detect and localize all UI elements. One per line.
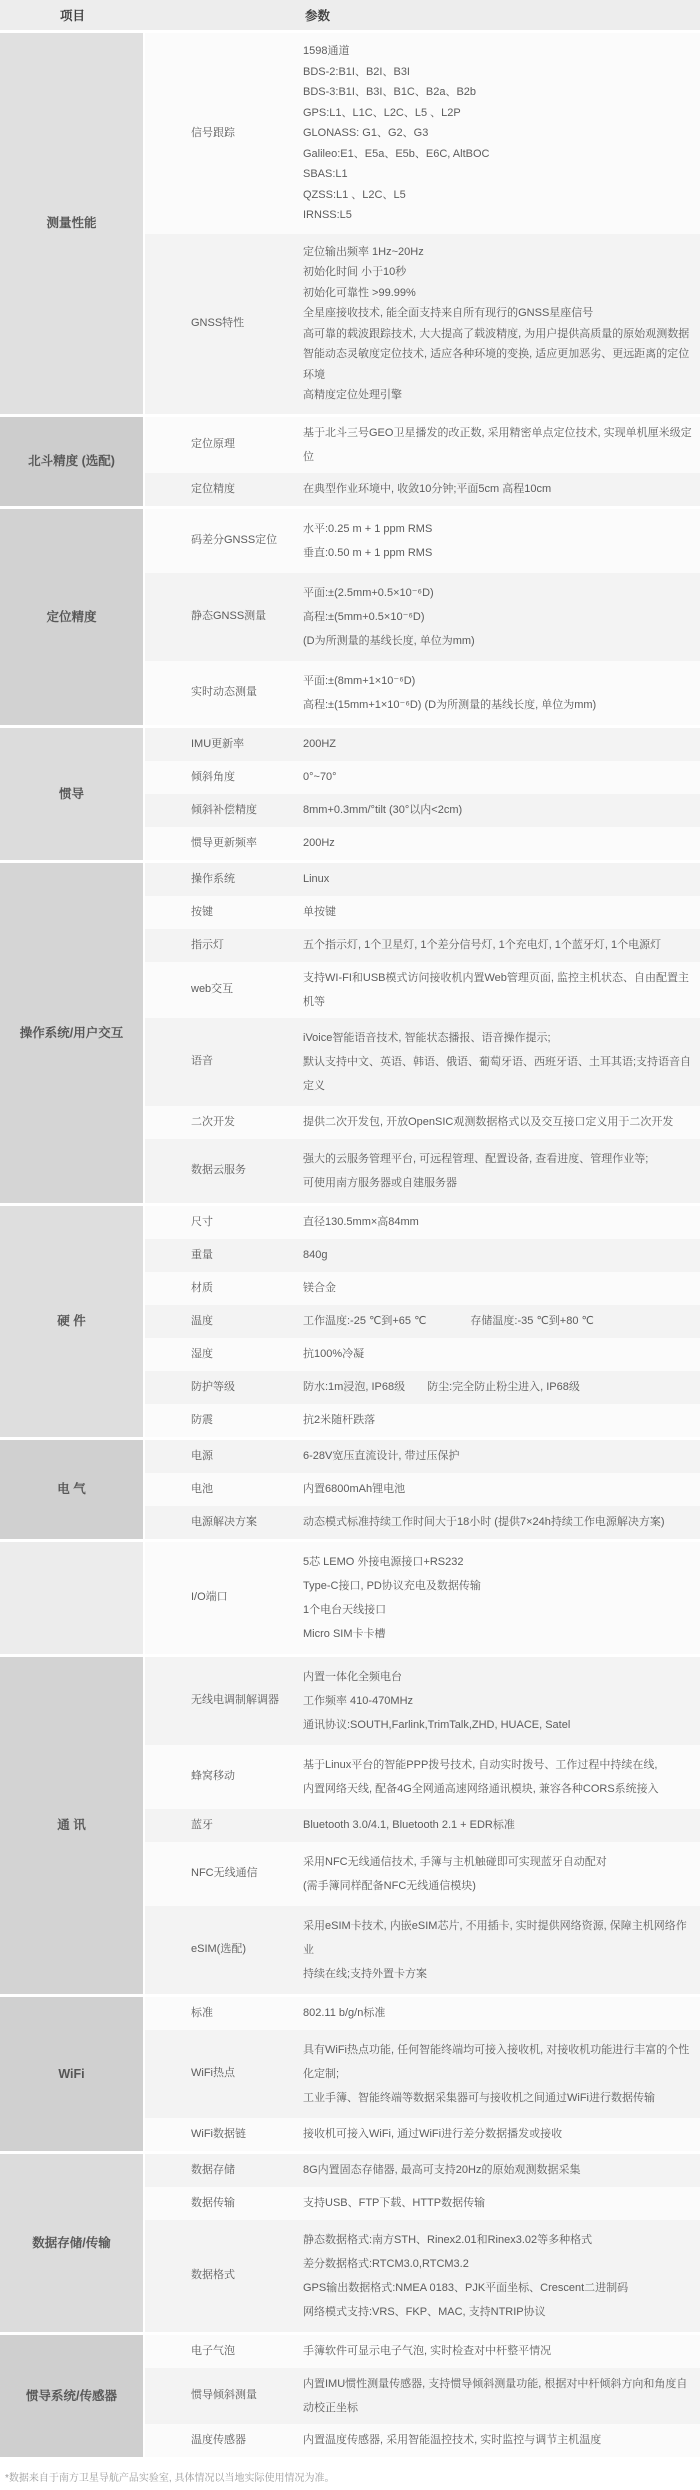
spec-row xyxy=(145,2424,700,2457)
section-rows xyxy=(145,2154,700,2332)
value-line: 持续在线;支持外置卡方案 xyxy=(303,1967,428,1980)
param-value xyxy=(303,962,700,1018)
value-line: 防水:1m浸泡, IP68级 防尘:完全防止粉尘进入, IP68级 xyxy=(303,1381,580,1393)
value-line: 工作温度:-25 ℃到+65 ℃ 存储温度:-35 ℃到+80 ℃ xyxy=(303,1315,594,1327)
spec-row xyxy=(145,1473,700,1506)
spec-section xyxy=(0,1206,700,1437)
spec-row xyxy=(145,2220,700,2332)
value-line: 全星座接收技术, 能全面支持来自所有现行的GNSS星座信号 xyxy=(303,307,594,319)
spec-row xyxy=(145,2368,700,2424)
value-line: 内置IMU惯性测量传感器, 支持惯导倾斜测量功能, 根据对中杆倾斜方向和角度自动校正坐标 xyxy=(303,2377,688,2414)
value-line: 高程:±(5mm+0.5×10⁻⁶D) xyxy=(303,610,425,623)
section-rows xyxy=(145,1542,700,1654)
value-line: 200Hz xyxy=(303,837,335,849)
spec-row xyxy=(145,234,700,414)
spec-section xyxy=(0,417,700,506)
param-value xyxy=(303,1139,700,1203)
value-line: (D为所测量的基线长度, 单位为mm) xyxy=(303,634,475,647)
spec-section xyxy=(0,1997,700,2151)
param-value xyxy=(303,728,700,761)
spec-row xyxy=(145,1745,700,1809)
param-name: 标准 xyxy=(191,2006,213,2019)
param-name: WiFi热点 xyxy=(191,2067,235,2079)
value-line: 可使用南方服务器或自建服务器 xyxy=(303,1176,457,1189)
spec-section xyxy=(0,728,700,860)
param-value xyxy=(303,509,700,573)
param-name: GNSS特性 xyxy=(191,317,245,329)
value-line: 静态数据格式:南方STH、Rinex2.01和Rinex3.02等多种格式 xyxy=(303,2233,593,2246)
param-name: 防震 xyxy=(191,1413,213,1426)
value-line: Bluetooth 3.0/4.1, Bluetooth 2.1 + EDR标准 xyxy=(303,1819,515,1831)
spec-row xyxy=(145,1404,700,1437)
spec-row xyxy=(145,794,700,827)
spec-row xyxy=(145,962,700,1018)
param-value xyxy=(303,573,700,661)
spec-row xyxy=(145,1657,700,1745)
section-rows xyxy=(145,728,700,860)
value-line: 水平:0.25 m + 1 ppm RMS xyxy=(303,522,433,535)
section-label: 硬 件 xyxy=(0,1206,143,1437)
param-name: 温度传感器 xyxy=(191,2433,246,2446)
value-line: 基于北斗三号GEO卫星播发的改正数, 采用精密单点定位技术, 实现单机厘米级定位 xyxy=(303,426,692,463)
value-line: 200HZ xyxy=(303,738,337,750)
spec-row xyxy=(145,1842,700,1906)
param-name: 材质 xyxy=(191,1281,213,1294)
value-line: BDS-3:B1I、B3I、B1C、B2a、B2b xyxy=(303,86,477,98)
value-line: 在典型作业环境中, 收敛10分钟;平面5cm 高程10cm xyxy=(303,483,552,495)
value-line: SBAS:L1 xyxy=(303,168,348,180)
value-line: 垂直:0.50 m + 1 ppm RMS xyxy=(303,546,433,559)
spec-row xyxy=(145,1239,700,1272)
spec-row xyxy=(145,573,700,661)
spec-row xyxy=(145,473,700,506)
param-value xyxy=(303,1272,700,1305)
param-name: 电源解决方案 xyxy=(191,1515,257,1528)
param-value xyxy=(303,1018,700,1106)
value-line: IRNSS:L5 xyxy=(303,209,352,221)
param-value xyxy=(303,1657,700,1745)
spec-row xyxy=(145,2154,700,2187)
spec-row xyxy=(145,661,700,725)
value-line: 平面:±(2.5mm+0.5×10⁻⁶D) xyxy=(303,586,434,599)
value-line: 高精度定位处理引擎 xyxy=(303,389,402,401)
spec-row xyxy=(145,1440,700,1473)
section-label: WiFi xyxy=(0,1997,143,2151)
param-value xyxy=(303,1809,700,1842)
spec-row xyxy=(145,417,700,473)
param-name: 操作系统 xyxy=(191,872,235,885)
section-label-empty xyxy=(0,1542,143,1654)
param-value xyxy=(303,1305,700,1338)
param-value xyxy=(303,827,700,860)
value-line: BDS-2:B1I、B2I、B3I xyxy=(303,65,410,78)
value-line: 网络模式支持:VRS、FKP、MAC, 支持NTRIP协议 xyxy=(303,2305,546,2318)
value-line: Linux xyxy=(303,873,330,885)
spec-row xyxy=(145,1139,700,1203)
value-line: 工业手簿、智能终端等数据采集器可与接收机之间通过WiFi进行数据传输 xyxy=(303,2091,655,2104)
value-line: 内置网络天线, 配备4G全网通高速网络通讯模块, 兼容各种CORS系统接入 xyxy=(303,1782,659,1795)
value-line: 支持WI-FI和USB模式访问接收机内置Web管理页面, 监控主机状态、自由配置主机等 xyxy=(303,971,690,1008)
spec-row xyxy=(145,1506,700,1539)
spec-section xyxy=(0,863,700,1203)
param-value xyxy=(303,1371,700,1404)
value-line: Galileo:E1、E5a、E5b、E6C, AltBOC xyxy=(303,147,490,160)
spec-row xyxy=(145,1997,700,2030)
param-name: web交互 xyxy=(191,983,234,995)
param-value xyxy=(303,234,700,414)
param-name: 湿度 xyxy=(191,1347,213,1360)
section-rows xyxy=(145,1997,700,2151)
section-label: 惯导 xyxy=(0,728,143,860)
param-name: 尺寸 xyxy=(191,1215,213,1228)
param-name: 无线电调制解调器 xyxy=(191,1694,279,1706)
value-line: 定位输出频率 1Hz~20Hz xyxy=(303,245,424,258)
param-value xyxy=(303,794,700,827)
param-value xyxy=(303,1239,700,1272)
value-line: Type-C接口, PD协议充电及数据传输 xyxy=(303,1579,481,1592)
param-value xyxy=(303,1206,700,1239)
section-label: 数据存储/传输 xyxy=(0,2154,143,2332)
param-name: 倾斜角度 xyxy=(191,770,235,783)
section-rows xyxy=(145,2335,700,2457)
param-value xyxy=(303,2368,700,2424)
spec-row xyxy=(145,2187,700,2220)
value-line: 0°~70° xyxy=(303,771,337,783)
header-param-column: 参数 xyxy=(305,9,331,23)
value-line: 提供二次开发包, 开放OpenSIC观测数据格式以及交互接口定义用于二次开发 xyxy=(303,1116,674,1128)
value-line: 高程:±(15mm+1×10⁻⁶D) (D为所测量的基线长度, 单位为mm) xyxy=(303,698,597,711)
param-value xyxy=(303,1404,700,1437)
param-name: 静态GNSS测量 xyxy=(191,610,267,622)
value-line: 内置6800mAh锂电池 xyxy=(303,1483,406,1495)
value-line: 智能动态灵敏度定位技术, 适应各种环境的变换, 适应更加恶劣、更远距离的定位环境 xyxy=(303,348,690,381)
value-line: 初始化时间 小于10秒 xyxy=(303,266,407,278)
value-line: 内置温度传感器, 采用智能温控技术, 实时监控与调节主机温度 xyxy=(303,2434,602,2446)
spec-section xyxy=(0,1542,700,1654)
param-value xyxy=(303,33,700,234)
value-line: 6-28V宽压直流设计, 带过压保护 xyxy=(303,1450,460,1462)
value-line: QZSS:L1 、L2C、L5 xyxy=(303,188,406,201)
param-value xyxy=(303,1506,700,1539)
param-value xyxy=(303,2335,700,2368)
value-line: (需手簿同样配备NFC无线通信模块) xyxy=(303,1879,476,1892)
value-line: iVoice智能语音技术, 智能状态播报、语音操作提示; xyxy=(303,1031,551,1044)
param-name: 数据传输 xyxy=(191,2196,235,2209)
spec-row xyxy=(145,2030,700,2118)
spec-section xyxy=(0,2335,700,2457)
param-name: 指示灯 xyxy=(191,938,224,951)
spec-row xyxy=(145,827,700,860)
section-rows xyxy=(145,33,700,414)
value-line: 差分数据格式:RTCM3.0,RTCM3.2 xyxy=(303,2257,469,2270)
param-name: 电源 xyxy=(191,1449,213,1462)
spec-row xyxy=(145,929,700,962)
param-name: 电子气泡 xyxy=(191,2344,235,2357)
section-label: 测量性能 xyxy=(0,33,143,414)
param-name: 惯导倾斜测量 xyxy=(191,2389,257,2401)
spec-row xyxy=(145,728,700,761)
param-name: 按键 xyxy=(191,905,213,918)
spec-section xyxy=(0,509,700,725)
param-value xyxy=(303,863,700,896)
param-value xyxy=(303,1338,700,1371)
param-value xyxy=(303,473,700,506)
param-name: 数据云服务 xyxy=(191,1164,246,1176)
param-name: 蜂窝移动 xyxy=(191,1770,235,1782)
value-line: 采用NFC无线通信技术, 手簿与主机触碰即可实现蓝牙自动配对 xyxy=(303,1855,607,1868)
section-rows xyxy=(145,1206,700,1437)
spec-section xyxy=(0,1440,700,1539)
param-name: 定位精度 xyxy=(191,482,235,495)
spec-row xyxy=(145,1106,700,1139)
param-value xyxy=(303,1745,700,1809)
param-name: IMU更新率 xyxy=(191,737,245,750)
spec-row xyxy=(145,761,700,794)
value-line: GPS:L1、L1C、L2C、L5 、L2P xyxy=(303,106,461,119)
param-value xyxy=(303,896,700,929)
spec-row xyxy=(145,509,700,573)
spec-table-body xyxy=(0,33,700,2457)
spec-row xyxy=(145,1018,700,1106)
param-value xyxy=(303,1842,700,1906)
param-name: WiFi数据链 xyxy=(191,2127,246,2140)
section-rows xyxy=(145,1440,700,1539)
param-name: 防护等级 xyxy=(191,1380,235,1393)
value-line: 动态模式标准持续工作时间大于18小时 (提供7×24h持续工作电源解决方案) xyxy=(303,1516,665,1528)
spec-row xyxy=(145,863,700,896)
value-line: 840g xyxy=(303,1249,328,1261)
param-name: 倾斜补偿精度 xyxy=(191,803,257,816)
param-value xyxy=(303,2118,700,2151)
value-line: 802.11 b/g/n标准 xyxy=(303,2007,386,2019)
param-value xyxy=(303,417,700,473)
section-label: 电 气 xyxy=(0,1440,143,1539)
value-line: 手簿软件可显示电子气泡, 实时检查对中杆整平情况 xyxy=(303,2345,552,2357)
value-line: 支持USB、FTP下载、HTTP数据传输 xyxy=(303,2197,486,2209)
section-label: 定位精度 xyxy=(0,509,143,725)
param-value xyxy=(303,2424,700,2457)
value-line: 具有WiFi热点功能, 任何智能终端均可接入接收机, 对接收机功能进行丰富的个性化定制; xyxy=(303,2043,690,2080)
value-line: 强大的云服务管理平台, 可远程管理、配置设备, 查看进度、管理作业等; xyxy=(303,1152,649,1165)
param-value xyxy=(303,2154,700,2187)
value-line: 平面:±(8mm+1×10⁻⁶D) xyxy=(303,674,416,687)
value-line: 通讯协议:SOUTH,Farlink,TrimTalk,ZHD, HUACE, Satel xyxy=(303,1718,571,1731)
param-name: 信号跟踪 xyxy=(191,126,235,139)
param-name: 温度 xyxy=(191,1314,213,1327)
value-line: 5芯 LEMO 外接电源接口+RS232 xyxy=(303,1555,464,1568)
value-line: 采用eSIM卡技术, 内嵌eSIM芯片, 不用插卡, 实时提供网络资源, 保障主机网络作业 xyxy=(303,1919,687,1956)
value-line: 抗100%冷凝 xyxy=(303,1348,365,1360)
param-value xyxy=(303,1906,700,1994)
param-value xyxy=(303,1997,700,2030)
spec-section xyxy=(0,2154,700,2332)
param-value xyxy=(303,1542,700,1654)
value-line: 抗2米随杆跌落 xyxy=(303,1414,376,1426)
value-line: 基于Linux平台的智能PPP拨号技术, 自动实时拨号、工作过程中持续在线, xyxy=(303,1758,658,1771)
header-item-column: 项目 xyxy=(59,9,85,23)
param-value xyxy=(303,2187,700,2220)
value-line: 镁合金 xyxy=(303,1282,336,1294)
value-line: GLONASS: G1、G2、G3 xyxy=(303,127,429,139)
param-name: 电池 xyxy=(191,1482,213,1495)
spec-row xyxy=(145,1371,700,1404)
value-line: 8mm+0.3mm/°tilt (30°以内<2cm) xyxy=(303,804,463,816)
param-name: 语音 xyxy=(191,1055,213,1067)
value-line: 接收机可接入WiFi, 通过WiFi进行差分数据播发或接收 xyxy=(303,2128,563,2140)
value-line: 工作频率 410-470MHz xyxy=(303,1694,414,1707)
section-rows xyxy=(145,417,700,506)
spec-row xyxy=(145,1338,700,1371)
param-name: 定位原理 xyxy=(191,438,235,450)
value-line: 8G内置固态存储器, 最高可支持20Hz的原始观测数据采集 xyxy=(303,2164,581,2176)
param-name: 惯导更新频率 xyxy=(191,836,257,849)
param-name: 二次开发 xyxy=(191,1115,235,1128)
section-label: 惯导系统/传感器 xyxy=(0,2335,143,2457)
param-name: 蓝牙 xyxy=(191,1818,213,1831)
param-name: 数据格式 xyxy=(191,2269,235,2281)
spec-row xyxy=(145,1206,700,1239)
section-label: 操作系统/用户交互 xyxy=(0,863,143,1203)
param-value xyxy=(303,929,700,962)
spec-row xyxy=(145,1305,700,1338)
spec-row xyxy=(145,1272,700,1305)
value-line: 1个电台天线接口 xyxy=(303,1603,387,1616)
value-line: 默认支持中文、英语、韩语、俄语、葡萄牙语、西班牙语、土耳其语;支持语音自定义 xyxy=(303,1055,692,1092)
param-name: 实时动态测量 xyxy=(191,686,257,698)
param-name: eSIM(选配) xyxy=(191,1943,246,1955)
param-value xyxy=(303,1106,700,1139)
value-line: GPS输出数据格式:NMEA 0183、PJK平面坐标、Crescent二进制码 xyxy=(303,2281,629,2294)
section-rows xyxy=(145,863,700,1203)
value-line: 内置一体化全频电台 xyxy=(303,1670,402,1683)
spec-row xyxy=(145,1542,700,1654)
value-line: 1598通道 xyxy=(303,45,350,57)
param-name: 数据存储 xyxy=(191,2163,235,2176)
param-name: I/O端口 xyxy=(191,1591,228,1603)
footnote: *数据来自于南方卫星导航产品实验室, 具体情况以当地实际使用情况为准。 xyxy=(5,2472,335,2484)
spec-row xyxy=(145,1809,700,1842)
section-label: 通 讯 xyxy=(0,1657,143,1994)
spec-section xyxy=(0,1657,700,1994)
table-header xyxy=(0,0,700,30)
value-line: 高可靠的载波跟踪技术, 大大提高了载波精度, 为用户提供高质量的原始观测数据 xyxy=(303,327,690,340)
param-value xyxy=(303,1473,700,1506)
value-line: Micro SIM卡卡槽 xyxy=(303,1627,386,1640)
spec-row xyxy=(145,2118,700,2151)
spec-row xyxy=(145,1906,700,1994)
param-value xyxy=(303,2220,700,2332)
param-name: 码差分GNSS定位 xyxy=(191,534,278,546)
param-value xyxy=(303,2030,700,2118)
spec-row xyxy=(145,2335,700,2368)
value-line: 直径130.5mm×高84mm xyxy=(303,1216,419,1228)
spec-section xyxy=(0,33,700,414)
value-line: 单按键 xyxy=(303,906,336,918)
value-line: 五个指示灯, 1个卫星灯, 1个差分信号灯, 1个充电灯, 1个蓝牙灯, 1个电源灯 xyxy=(303,939,662,951)
section-rows xyxy=(145,1657,700,1994)
param-value xyxy=(303,761,700,794)
spec-row xyxy=(145,896,700,929)
param-name: NFC无线通信 xyxy=(191,1867,258,1879)
spec-row xyxy=(145,33,700,234)
section-rows xyxy=(145,509,700,725)
section-label: 北斗精度 (选配) xyxy=(0,417,143,506)
param-value xyxy=(303,661,700,725)
value-line: 初始化可靠性 >99.99% xyxy=(303,286,416,299)
param-name: 重量 xyxy=(191,1248,213,1261)
param-value xyxy=(303,1440,700,1473)
